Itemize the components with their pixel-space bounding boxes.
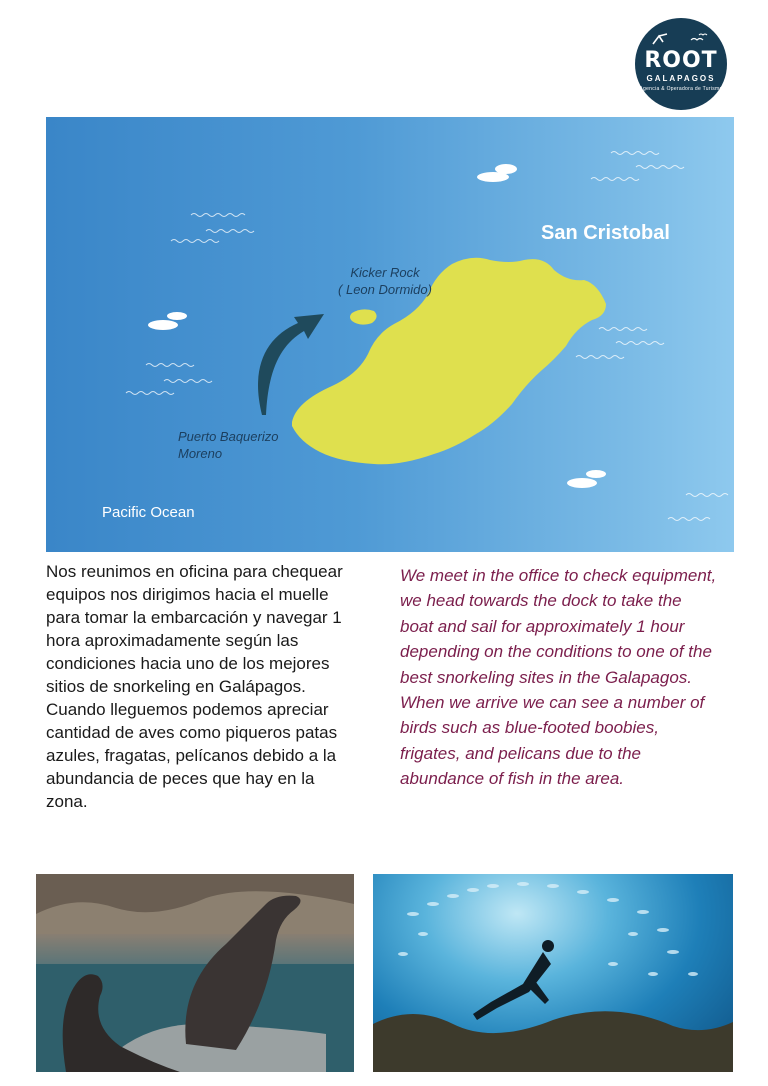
- kicker-rock-label-line2: ( Leon Dormido): [338, 282, 432, 297]
- root-galapagos-logo: [635, 18, 727, 110]
- puerto-label-line2: Moreno: [178, 446, 223, 461]
- puerto-label-line1: Puerto Baquerizo: [178, 429, 279, 444]
- es-line: abundancia de peces que hay en la: [46, 769, 315, 788]
- en-line: best snorkeling sites in the Galapagos.: [400, 667, 693, 687]
- es-line: zona.: [46, 792, 88, 811]
- en-line: We meet in the office to check equipment,: [400, 566, 717, 585]
- logo-brand: ROOT: [644, 48, 718, 73]
- spanish-description: [46, 560, 373, 813]
- es-line: para tomar la embarcación y navegar 1: [46, 608, 342, 627]
- bird-icon: [651, 32, 711, 48]
- es-line: Cuando lleguemos podemos apreciar: [46, 700, 329, 719]
- en-line: depending on the conditions to one of the: [400, 642, 712, 662]
- island-label: San Cristobal: [541, 222, 670, 244]
- snorkeling-diver-photo: [373, 874, 733, 1072]
- cloud-icon: [148, 312, 187, 330]
- puerto-label: [178, 428, 278, 462]
- logo-tagline: Agencia & Operadora de Turismo: [639, 86, 723, 92]
- san-cristobal-map: [46, 117, 734, 552]
- es-line: equipos nos dirigimos hacia el muelle: [46, 585, 329, 604]
- english-description: [400, 563, 733, 792]
- en-line: frigates, and pelicans due to the: [400, 743, 641, 763]
- en-line: birds such as blue-footed boobies,: [400, 718, 659, 738]
- es-line: sitios de snorkeling en Galápagos.: [46, 677, 306, 696]
- en-line: boat and sail for approximately 1 hour: [400, 616, 685, 636]
- ocean-label: Pacific Ocean: [102, 504, 195, 521]
- es-line: hora aproximadamente según las: [46, 631, 299, 650]
- logo-sub-brand: GALAPAGOS: [646, 74, 716, 83]
- cloud-icon: [477, 164, 517, 182]
- sea-lions-photo: [36, 874, 354, 1072]
- es-line: cantidad de aves como piqueros patas: [46, 723, 338, 742]
- en-line: When we arrive we can see a number of: [400, 693, 705, 713]
- es-line: Nos reunimos en oficina para chequear: [46, 562, 343, 581]
- kicker-rock-label-line1: Kicker Rock: [350, 265, 420, 280]
- kicker-rock-shape: [350, 309, 377, 324]
- en-line: abundance of fish in the area.: [400, 769, 624, 789]
- en-line: we head towards the dock to take the: [400, 591, 682, 611]
- kicker-rock-label: [330, 264, 440, 298]
- es-line: azules, fragatas, pelícanos debido a la: [46, 746, 337, 765]
- cloud-icon: [567, 470, 606, 488]
- es-line: condiciones hacia uno de los mejores: [46, 654, 330, 673]
